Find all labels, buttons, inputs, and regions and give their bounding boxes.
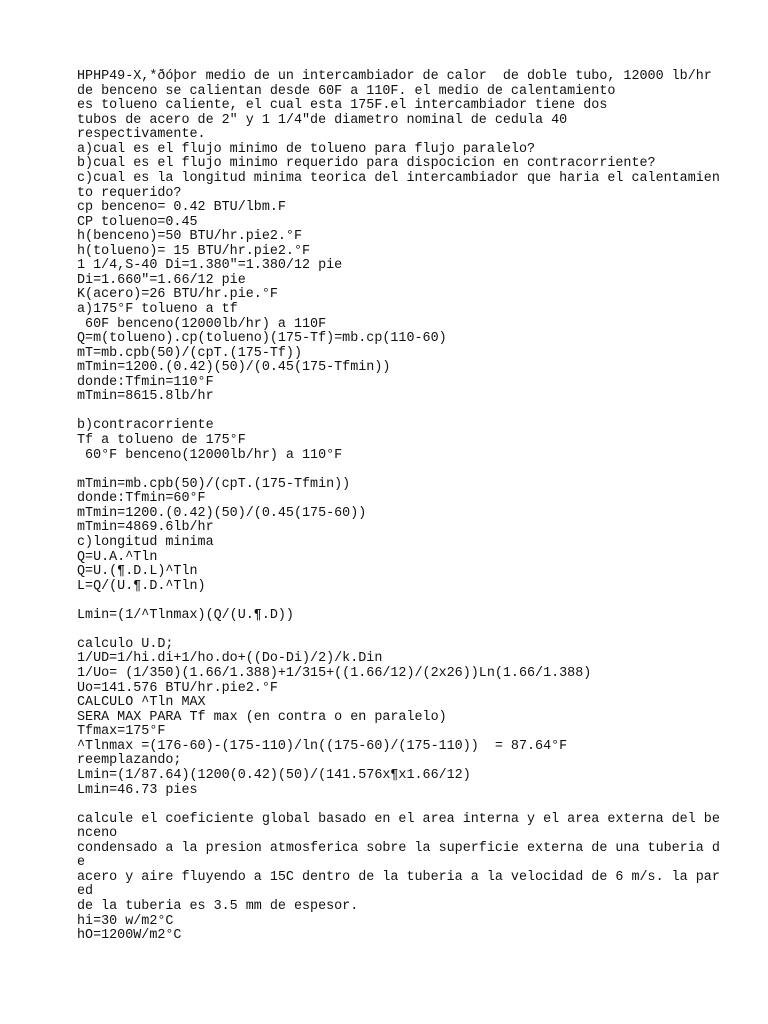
blank-line xyxy=(77,594,757,609)
second-problem-line-2: nceno xyxy=(77,826,118,842)
question-a: a)cual es el flujo minimo de tolueno para flujo paralelo? xyxy=(77,141,536,157)
second-problem-line-6: ed xyxy=(77,884,94,900)
second-problem-line-5: acero y aire fluyendo a 15C dentro de la tuberia a la velocidad de 6 m/s. la par xyxy=(77,869,720,885)
given-h-benceno: h(benceno)=50 BTU/hr.pie2.°F xyxy=(77,229,302,245)
given-h-tolueno: h(tolueno)= 15 BTU/hr.pie2.°F xyxy=(77,243,311,259)
second-problem-line-7: de la tuberia es 3.5 mm de espesor. xyxy=(77,898,359,914)
second-problem-line-1: calcule el coeficiente global basado en el area interna y el area externa del be xyxy=(77,811,720,827)
ud-calculation-heading: calculo U.D; xyxy=(77,636,174,652)
lmin-result: Lmin=46.73 pies xyxy=(77,782,198,798)
problem-statement-line-5: respectivamente. xyxy=(77,127,206,143)
tln-max-heading: CALCULO ^Tln MAX xyxy=(77,695,206,711)
part-a-mt-formula: mT=mb.cpb(50)/(cpT.(175-Tf)) xyxy=(77,345,302,361)
blank-line xyxy=(77,623,757,638)
tfmax-value: Tfmax=175°F xyxy=(77,724,166,740)
blank-line xyxy=(77,463,757,478)
part-b-substitution: mTmin=1200.(0.42)(50)/(0.45(175-60)) xyxy=(77,505,367,521)
given-pipe-di: 1 1/4,S-40 Di=1.380"=1.380/12 pie xyxy=(77,258,343,274)
given-cp-benceno: cp benceno= 0.42 BTU/lbm.F xyxy=(77,200,286,216)
ud-formula: 1/UD=1/hi.di+1/ho.do+((Do-Di)/2)/k.Din xyxy=(77,651,383,667)
part-c-lmin-formula: Lmin=(1/^Tlnmax)(Q/(U.¶.D)) xyxy=(77,607,294,623)
part-c-heading: c)longitud minima xyxy=(77,534,214,550)
part-b-heading: b)contracorriente xyxy=(77,418,214,434)
problem-statement-line-1: HPHP49-X,*ðóþor medio de un intercambiador de calor de doble tubo, 12000 lb/hr xyxy=(77,69,712,84)
part-c-q-formula: Q=U.A.^Tln xyxy=(77,549,158,565)
part-b-tfmin: donde:Tfmin=60°F xyxy=(77,491,206,507)
question-b: b)cual es el flujo minimo requerido para dispocicion en contracorriente? xyxy=(77,156,656,172)
given-pipe-do: Di=1.660"=1.66/12 pie xyxy=(77,272,246,288)
part-b-mtmin-formula: mTmin=mb.cpb(50)/(cpT.(175-Tfmin)) xyxy=(77,476,351,492)
question-c-line-2: to requerido? xyxy=(77,185,182,201)
question-c-line-1: c)cual es la longitud minima teorica del intercambiador que haria el calentamien xyxy=(77,170,720,186)
part-a-mtmin-formula: mTmin=1200.(0.42)(50)/(0.45(175-Tfmin)) xyxy=(77,360,391,376)
part-a-benceno: 60F benceno(12000lb/hr) a 110F xyxy=(77,316,327,332)
problem-statement-line-3: es tolueno caliente, el cual esta 175F.el intercambiador tiene dos xyxy=(77,98,608,114)
part-a-heading: a)175°F tolueno a tf xyxy=(77,302,238,317)
second-problem-line-4: e xyxy=(77,855,86,871)
lmin-substitution: Lmin=(1/87.64)(1200(0.42)(50)/(141.576x¶x1.66/12) xyxy=(77,767,471,783)
part-c-q-expanded: Q=U.(¶.D.L)^Tln xyxy=(77,564,198,580)
problem-statement-line-2: de benceno se calientan desde 60F a 110F. el medio de calentamiento xyxy=(77,83,616,99)
given-cp-tolueno: CP tolueno=0.45 xyxy=(77,214,198,230)
given-k-acero: K(acero)=26 BTU/hr.pie.°F xyxy=(77,287,278,303)
tlnmax-calculation: ^Tlnmax =(176-60)-(175-110)/ln((175-60)/(175-110)) = 87.64°F xyxy=(77,738,568,754)
blank-line xyxy=(77,798,757,813)
problem-statement-line-4: tubos de acero de 2" y 1 1/4"de diametro nominal de cedula 40 xyxy=(77,112,568,128)
uo-substitution: 1/Uo= (1/350)(1.66/1.388)+1/315+((1.66/12)/(2x26))Ln(1.66/1.388) xyxy=(77,666,592,681)
part-a-result: mTmin=8615.8lb/hr xyxy=(77,389,214,405)
part-a-energy-balance: Q=m(tolueno).cp(tolueno)(175-Tf)=mb.cp(110-60) xyxy=(77,331,447,347)
part-b-benceno: 60°F benceno(12000lb/hr) a 110°F xyxy=(77,447,343,463)
blank-line xyxy=(77,405,757,420)
part-a-tfmin: donde:Tfmin=110°F xyxy=(77,374,214,390)
given-ho: hO=1200W/m2°C xyxy=(77,928,182,944)
part-b-tolueno: Tf a tolueno de 175°F xyxy=(77,433,246,449)
second-problem-line-3: condensado a la presion atmosferica sobre la superficie externa de una tuberia d xyxy=(77,840,720,856)
given-hi: hi=30 w/m2°C xyxy=(77,913,174,929)
document-page xyxy=(77,70,757,944)
replacing-heading: reemplazando; xyxy=(77,753,182,769)
uo-result: Uo=141.576 BTU/hr.pie2.°F xyxy=(77,680,278,696)
tln-max-note: SERA MAX PARA Tf max (en contra o en paralelo) xyxy=(77,709,447,725)
part-c-l-formula: L=Q/(U.¶.D.^Tln) xyxy=(77,578,206,594)
part-b-result: mTmin=4869.6lb/hr xyxy=(77,520,214,536)
